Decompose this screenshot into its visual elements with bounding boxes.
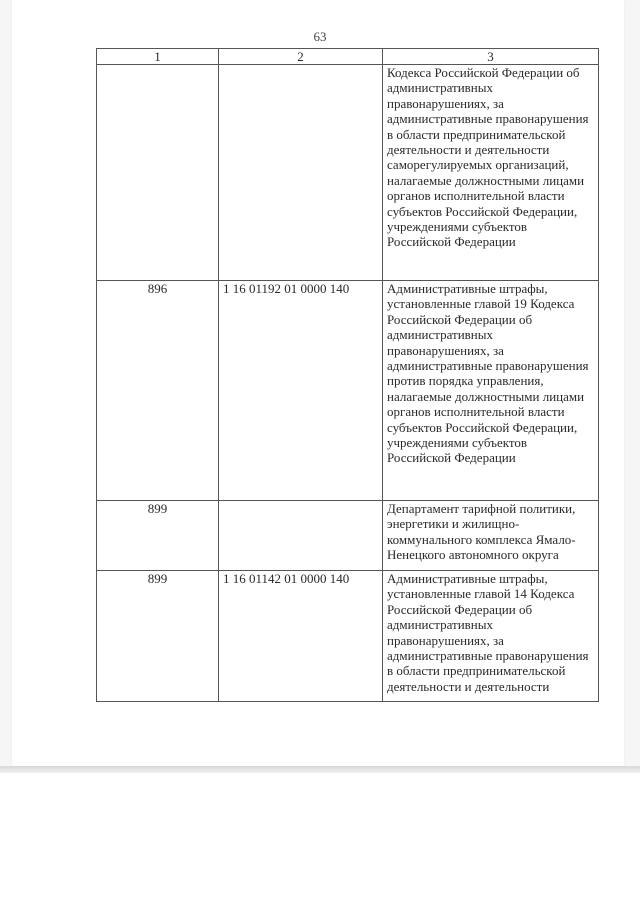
table-row (97, 571, 599, 702)
admin-code-cell (97, 65, 219, 281)
admin-code-cell: 899 (97, 571, 219, 702)
admin-code-cell: 899 (97, 501, 219, 571)
table-row (97, 281, 599, 501)
budget-code-cell (219, 501, 383, 571)
page-number: 63 (313, 29, 327, 44)
budget-code-cell (219, 65, 383, 281)
table-row (97, 501, 599, 571)
description-cell: Кодекса Российской Федерации об административных правонарушениях, за административные правонарушения в области предпринимательской деятельности и деятельности саморегулируемых организаций, налагаемые должностными лицами органов исполнительной власти субъектов Российской Федерации, учреждениями субъектов Российской Федерации (383, 65, 599, 281)
document-table (96, 48, 599, 702)
table-header-row (97, 49, 599, 65)
description-cell: Департамент тарифной политики, энергетики и жилищно-коммунального комплекса Ямало-Ненецкого автономного округа (383, 501, 599, 571)
table-row (97, 65, 599, 281)
description-cell: Административные штрафы, установленные главой 19 Кодекса Российской Федерации об административных правонарушениях, за административные правонарушения против порядка управления, налагаемые должностными лицами органов исполнительной власти субъектов Российской Федерации, учреждениями субъектов Российской Федерации (383, 281, 599, 501)
admin-code-cell: 896 (97, 281, 219, 501)
column-header-1: 1 (97, 49, 219, 65)
column-header-3: 3 (383, 49, 599, 65)
description-cell: Административные штрафы, установленные главой 14 Кодекса Российской Федерации об административных правонарушениях, за административные правонарушения в области предпринимательской деятельности и деятельности (383, 571, 599, 702)
column-header-2: 2 (219, 49, 383, 65)
scan-edge (0, 766, 640, 773)
budget-code-cell: 1 16 01192 01 0000 140 (219, 281, 383, 501)
budget-code-cell: 1 16 01142 01 0000 140 (219, 571, 383, 702)
